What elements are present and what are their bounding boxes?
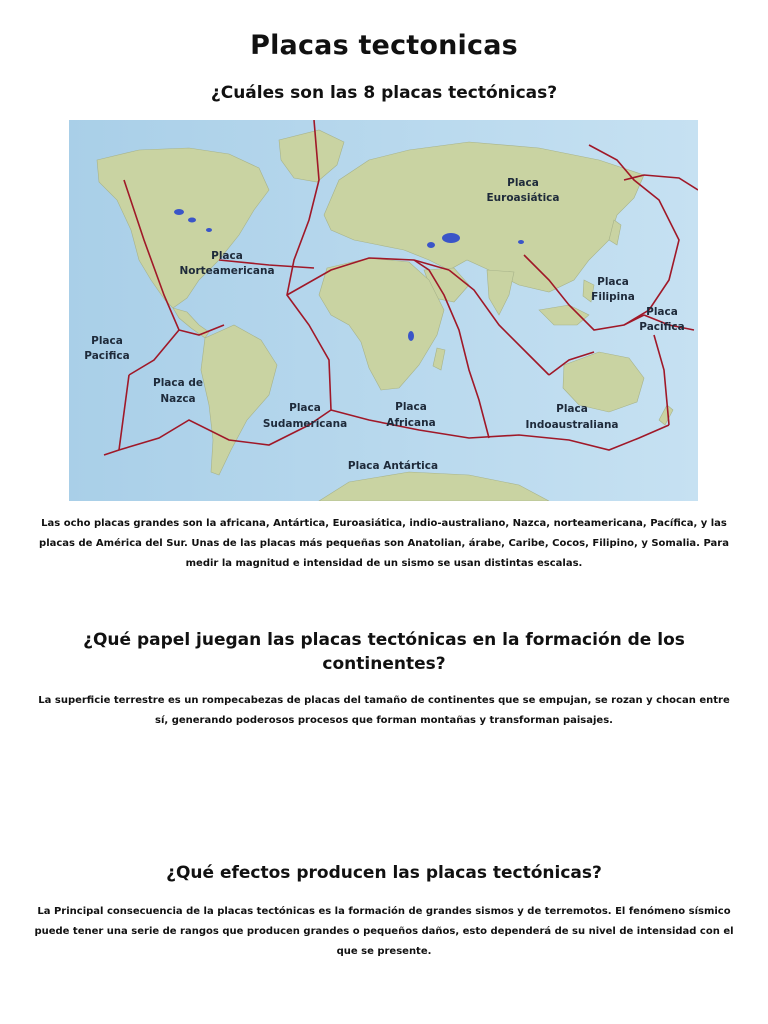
label-africana-1: Placa [395,401,427,413]
label-nazca-2: Nazca [160,393,196,405]
label-indoaustraliana-1: Placa [556,403,588,415]
label-filipina-1: Placa [597,276,629,288]
label-pacifica-east-2: Pacifica [639,321,685,333]
section-body-3: La Principal consecuencia de la placas tectónicas es la formación de grandes sismos y de terremotos. El fenómeno sísmico puede tener una serie de rangos que producen grandes o pequeños daños, esto dependerá de su nivel de intensidad con el que se presente. [34,906,734,957]
label-nazca-1: Placa de [153,377,203,389]
label-norteamericana-1: Placa [211,250,243,262]
section-body-1: Las ocho placas grandes son la africana, Antártica, Euroasiática, indio-australiano, Nazca, norteamericana, Pacífica, y las placas de América del Sur. Unas de las placas más pequeñas son Anatolian, árabe, Caribe, Cocos, Filipino, y Somalia. Para medir la magnitud e intensidad de un sismo se usan distintas escalas. [39,518,729,569]
label-pacifica-east-1: Placa [646,306,678,318]
label-euroasiatica-1: Placa [507,177,539,189]
section-heading-2: ¿Qué papel juegan las placas tectónicas en la formación de los continentes? [83,630,685,674]
label-antartica: Placa Antártica [347,460,439,472]
label-euroasiatica-2: Euroasiática [486,192,560,204]
label-sudamericana-1: Placa [289,402,321,414]
section-heading-3: ¿Qué efectos producen las placas tectónicas? [166,863,602,883]
label-filipina-2: Filipina [591,291,635,303]
section-heading-1: ¿Cuáles son las 8 placas tectónicas? [210,83,558,103]
label-sudamericana-2: Sudamericana [262,418,348,430]
map-graphic [69,120,698,501]
section-body-2: La superficie terrestre es un rompecabezas de placas del tamaño de continentes que se empujan, se rozan y chocan entre sí, generando poderosos procesos que forman montañas y transforman paisajes. [38,695,730,726]
label-pacifica-west-2: Pacifica [84,350,130,362]
page-title: Placas tectonicas [250,30,518,61]
label-norteamericana-2: Norteamericana [179,265,275,277]
tectonic-plates-map [69,120,698,501]
label-pacifica-west-1: Placa [91,335,123,347]
label-indoaustraliana-2: Indoaustraliana [525,419,619,431]
label-africana-2: Africana [386,417,436,429]
